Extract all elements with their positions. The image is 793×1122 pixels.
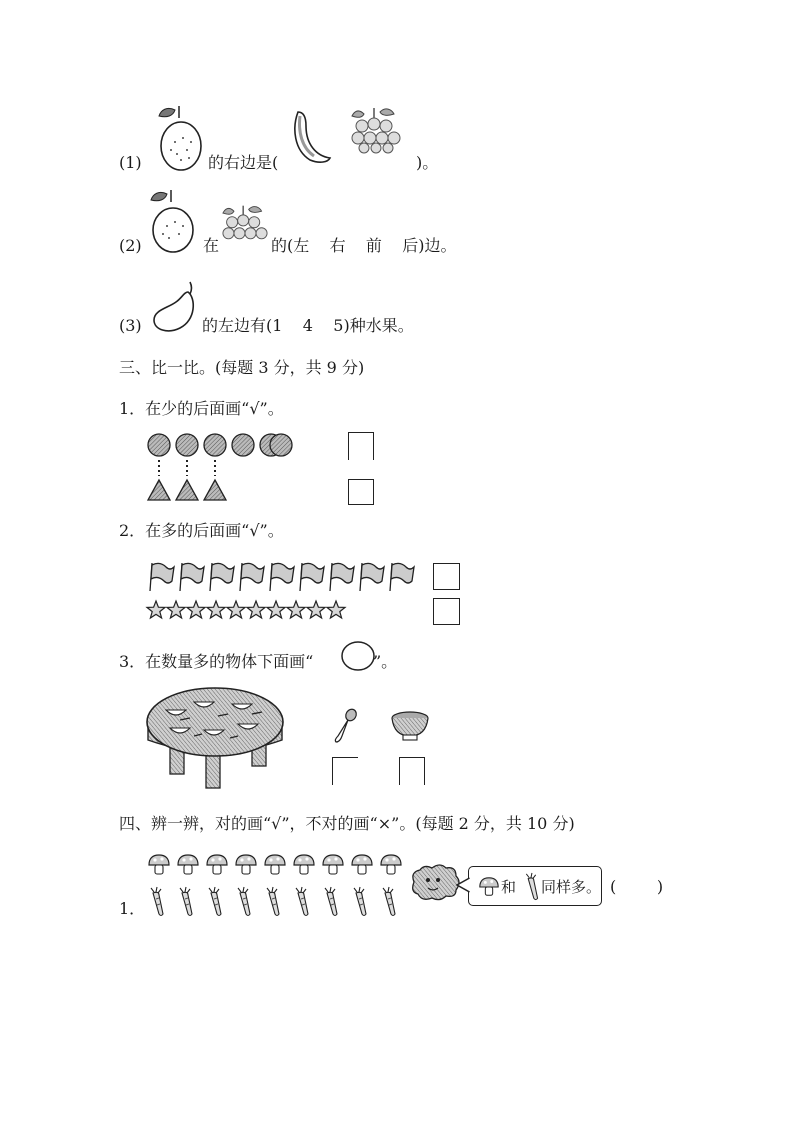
circle-mark-icon xyxy=(340,640,376,672)
eggplant-icon xyxy=(150,280,200,334)
carrot-icon xyxy=(267,887,279,916)
item2-text-rest: 的(左 右 前 后)边。 xyxy=(271,236,457,255)
star-icon xyxy=(247,601,265,618)
spoon-icon xyxy=(334,708,358,744)
mushroom-row xyxy=(147,853,403,877)
section3-q3-end: ”。 xyxy=(373,652,398,671)
bubble-and: 和 xyxy=(501,878,517,896)
section3-heading: 三、比一比。(每题 3 分，共 9 分) xyxy=(119,358,365,377)
item3-number: (3) xyxy=(119,316,142,335)
item2-number: (2) xyxy=(119,236,142,255)
flag-row xyxy=(148,561,420,593)
star-icon xyxy=(327,601,345,618)
mushroom-icon xyxy=(381,855,401,874)
ball-icon xyxy=(176,434,198,456)
flag-icon xyxy=(270,563,294,591)
star-icon xyxy=(307,601,325,618)
grapes-icon xyxy=(220,202,270,248)
flag-icon xyxy=(240,563,264,591)
star-icon xyxy=(287,601,305,618)
flag-icon xyxy=(180,563,204,591)
section4-q1-number: 1． xyxy=(119,899,146,918)
flag-icon xyxy=(300,563,324,591)
ball-icon xyxy=(148,434,170,456)
star-icon xyxy=(207,601,225,618)
triangle-icon xyxy=(176,480,198,500)
carrot-icon xyxy=(325,887,337,916)
answer-box-stars[interactable] xyxy=(433,598,460,625)
star-icon xyxy=(227,601,245,618)
ball-icon xyxy=(232,434,254,456)
flag-icon xyxy=(330,563,354,591)
mushroom-icon xyxy=(149,855,169,874)
star-icon xyxy=(187,601,205,618)
section3-q3: 3．在数量多的物体下面画“ xyxy=(119,652,314,671)
bubble-text: 同样多。 xyxy=(541,878,602,896)
mushroom-icon xyxy=(352,855,372,874)
answer-box-triangles[interactable] xyxy=(348,479,374,505)
carrot-icon xyxy=(296,887,308,916)
star-icon xyxy=(147,601,165,618)
answer-box-spoon[interactable] xyxy=(332,757,358,785)
flag-icon xyxy=(150,563,174,591)
bubble-tail xyxy=(456,876,470,894)
carrot-icon xyxy=(383,887,395,916)
ball-icon xyxy=(204,434,226,456)
item2-text-in: 在 xyxy=(203,236,220,255)
triangle-icon xyxy=(148,480,170,500)
mushroom-icon xyxy=(178,855,198,874)
mushroom-icon xyxy=(207,855,227,874)
answer-paren[interactable]: ( ) xyxy=(610,877,664,896)
carrot-icon xyxy=(209,887,221,916)
section3-q1: 1．在少的后面画“√”。 xyxy=(119,399,284,418)
ball-icon xyxy=(268,432,294,458)
answer-box-balls[interactable] xyxy=(348,432,374,460)
item3-text: 的左边有(1 4 5)种水果。 xyxy=(202,316,414,335)
flag-icon xyxy=(390,563,414,591)
item1-number: (1) xyxy=(119,153,142,172)
grapes-icon xyxy=(350,104,402,154)
triangle-row xyxy=(146,478,236,502)
mushroom-icon xyxy=(294,855,314,874)
match-lines xyxy=(150,458,230,478)
mushroom-icon xyxy=(236,855,256,874)
star-icon xyxy=(167,601,185,618)
flag-icon xyxy=(210,563,234,591)
pear-icon xyxy=(155,102,205,172)
star-icon xyxy=(267,601,285,618)
mushroom-icon xyxy=(323,855,343,874)
carrot-icon xyxy=(238,887,250,916)
triangle-icon xyxy=(204,480,226,500)
carrot-icon xyxy=(180,887,192,916)
carrot-icon xyxy=(151,887,163,916)
star-row xyxy=(146,600,356,620)
section4-heading: 四、辨一辨，对的画“√”，不对的画“×”。(每题 2 分，共 10 分) xyxy=(119,814,575,833)
mushroom-icon xyxy=(265,855,285,874)
item1-text: 的右边是( xyxy=(208,153,279,172)
carrot-row xyxy=(147,886,403,918)
item1-close: )。 xyxy=(416,153,439,172)
pear-icon xyxy=(147,186,197,256)
table-icon xyxy=(140,684,290,792)
carrot-icon xyxy=(354,887,366,916)
mushroom-icon xyxy=(478,876,500,898)
bowl-icon xyxy=(390,710,430,742)
carrot-icon xyxy=(522,872,540,902)
answer-box-flags[interactable] xyxy=(433,563,460,590)
banana-icon xyxy=(290,108,332,166)
answer-box-bowl[interactable] xyxy=(399,757,425,785)
section3-q2: 2．在多的后面画“√”。 xyxy=(119,521,284,540)
flag-icon xyxy=(360,563,384,591)
